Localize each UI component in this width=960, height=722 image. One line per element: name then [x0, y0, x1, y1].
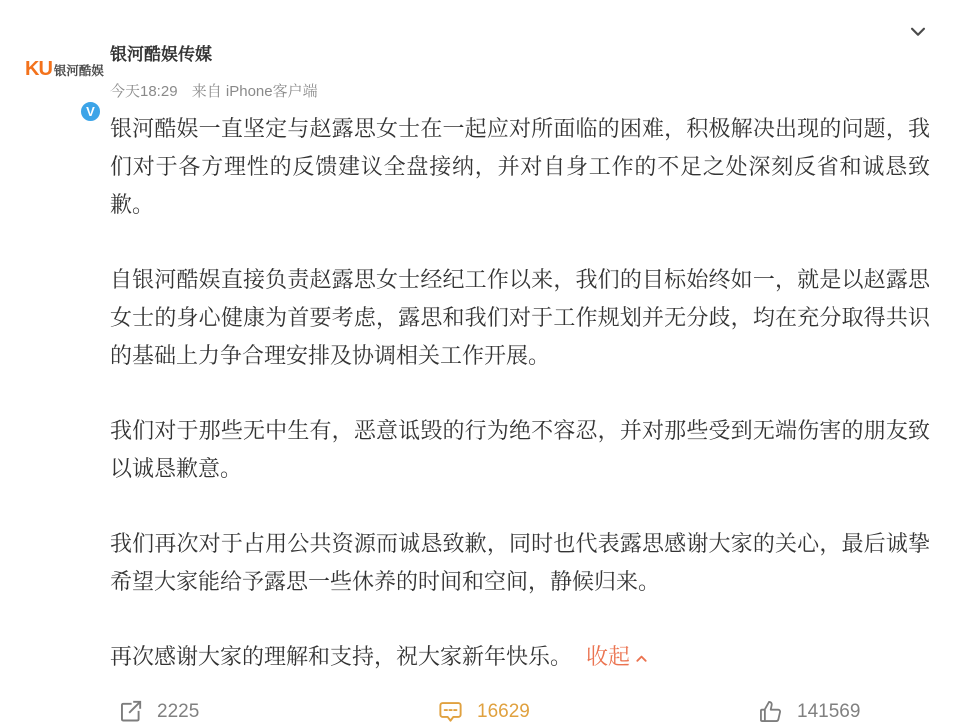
brand-logo-name: 银河酷娱 [53, 64, 104, 78]
comment-icon [437, 698, 464, 722]
post-source[interactable]: 来自 iPhone客户端 [191, 83, 318, 100]
post-paragraph: 自银河酷娱直接负责赵露思女士经纪工作以来，我们的目标始终如一，就是以赵露思女士的身心健康为首要考虑，露思和我们对于工作规划并无分歧，均在充分取得共识的基础上力争合理安排及协调相关工作开展。 [110, 267, 930, 368]
share-icon [117, 698, 144, 722]
post-time: 今天18:29 [110, 83, 178, 100]
brand-logo-ku: KU [25, 58, 52, 80]
post-paragraph: 我们对于那些无中生有，恶意诋毁的行为绝不容忍，并对那些受到无端伤害的朋友致以诚恳歉意。 [110, 418, 930, 481]
post-paragraph: 银河酷娱一直坚定与赵露思女士在一起应对所面临的困难，积极解决出现的问题，我们对于各方理性的反馈建议全盘接纳，并对自身工作的不足之处深刻反省和诚恳致歉。 [110, 116, 930, 217]
collapse-link[interactable] [586, 644, 649, 669]
brand-logo [25, 58, 107, 81]
chevron-down-icon[interactable] [902, 16, 934, 48]
post-meta [110, 82, 930, 102]
action-bar [0, 686, 960, 722]
username[interactable]: 银河酷娱传媒 [110, 45, 212, 64]
like-count: 141569 [797, 700, 861, 722]
chevron-up-icon [634, 652, 649, 665]
post-body [110, 110, 930, 676]
thumbs-up-icon [757, 698, 784, 722]
verified-badge-icon: V [79, 100, 102, 123]
post-paragraph: 我们再次对于占用公共资源而诚恳致歉，同时也代表露思感谢大家的关心，最后诚挚希望大家能给予露思一些休养的时间和空间，静候归来。 [110, 531, 930, 594]
post-content-column [110, 44, 930, 676]
post-paragraph-text: 再次感谢大家的理解和支持，祝大家新年快乐。 [110, 644, 573, 669]
post-paragraph [110, 638, 930, 676]
avatar-column [25, 44, 110, 676]
share-button[interactable] [0, 698, 320, 722]
comment-count: 16629 [477, 700, 530, 722]
like-button[interactable] [640, 698, 960, 722]
collapse-link-label: 收起 [586, 644, 631, 669]
avatar[interactable] [25, 58, 107, 124]
comment-button[interactable] [320, 698, 640, 722]
share-count: 2225 [157, 700, 200, 722]
